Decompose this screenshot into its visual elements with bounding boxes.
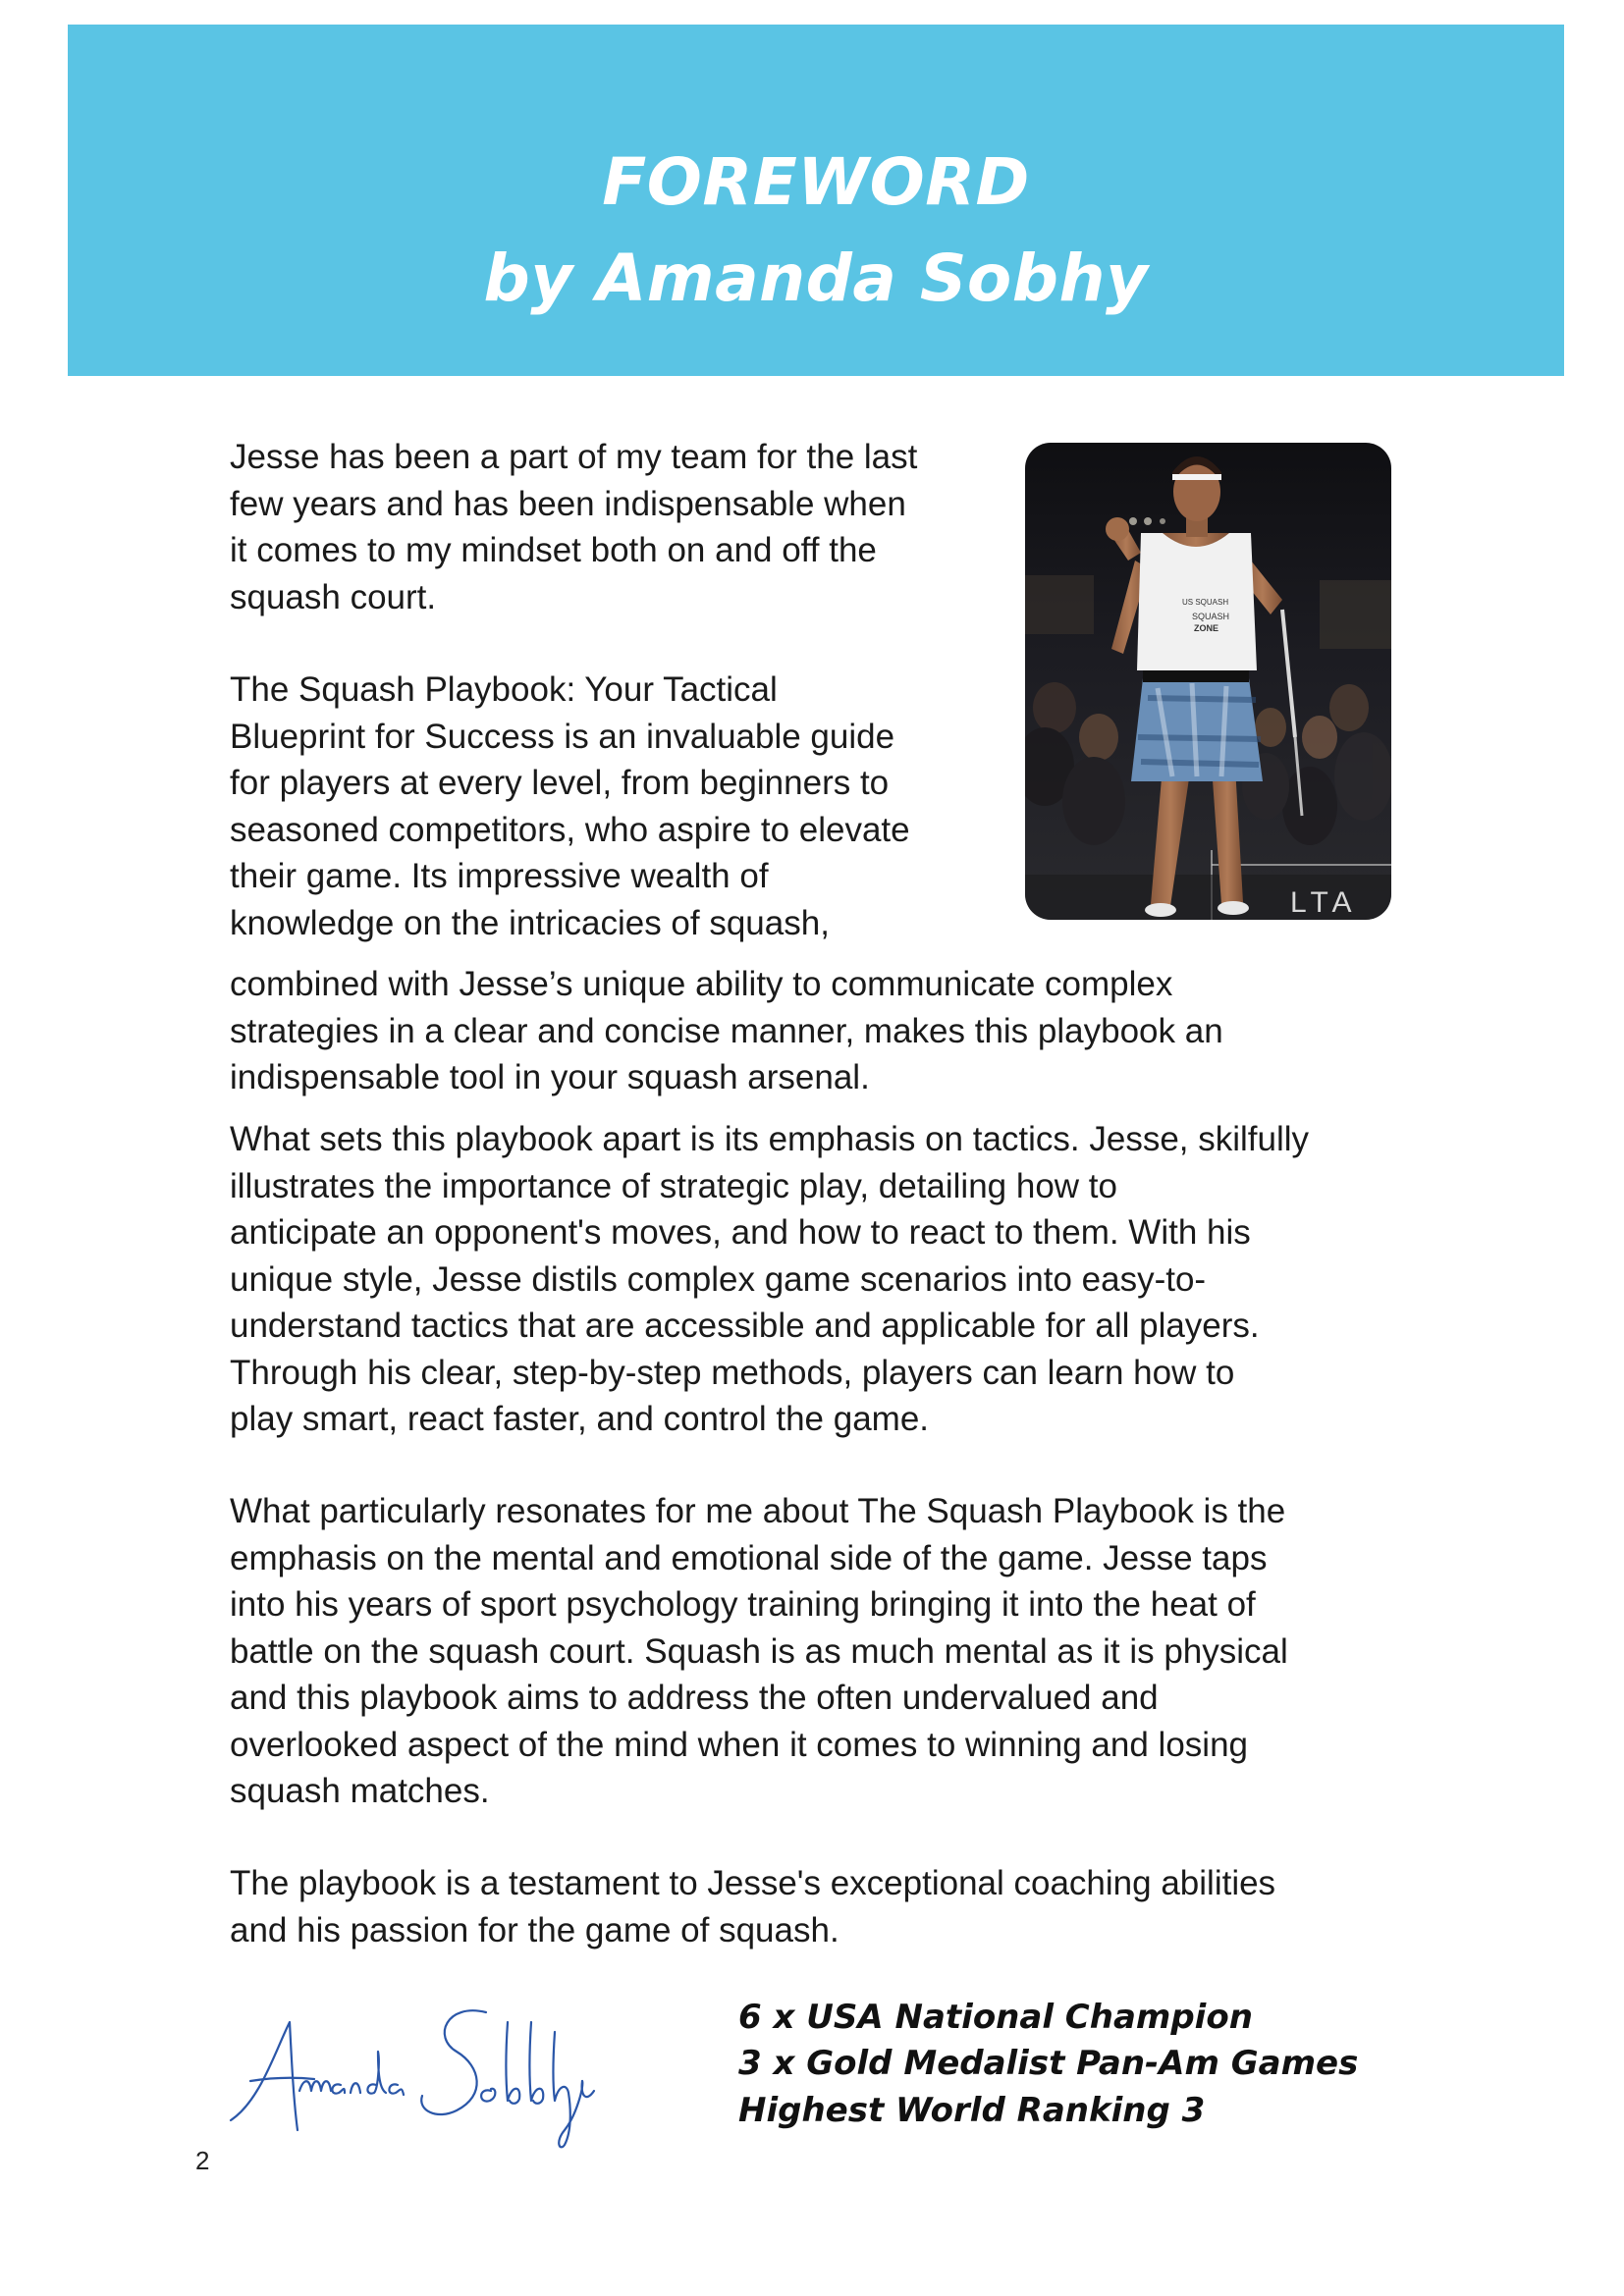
paragraph-intro: Jesse has been a part of my team for the last few years and has been indispensable when it comes to my mindset both on and off the squash court. <box>230 438 918 616</box>
svg-text:ZONE: ZONE <box>1194 623 1219 633</box>
author-signature <box>221 1983 687 2155</box>
svg-text:SQUASH: SQUASH <box>1192 612 1230 621</box>
paragraph-communication: combined with Jesse’s unique ability to communicate complex strategies in a clear and concise manner, makes this playbook an indispensable tool in your squash arsenal. <box>230 965 1223 1096</box>
paragraph-testament: The playbook is a testament to Jesse's exceptional coaching abilities and his passion for the game of squash. <box>230 1864 1276 1949</box>
credential-world-ranking: Highest World Ranking 3 <box>738 2091 1206 2130</box>
page-number: 2 <box>195 2146 210 2175</box>
paragraph-mental-game: What particularly resonates for me about The Squash Playbook is the emphasis on the mental and emotional side of the game. Jesse taps into his years of sport psychology training bringing it into the heat of battle on the squash court. Squash is as much mental as it is physical and this playbook aims to address the often undervalued and overlooked aspect of the mind when it comes to winning and losing squash matches. <box>230 1492 1288 1810</box>
author-photo <box>1025 443 1391 920</box>
paragraph-tactics: What sets this playbook apart is its emphasis on tactics. Jesse, skilfully illustrates the importance of strategic play, detailing how to anticipate an opponent's moves, and how to react to them. With his unique style, Jesse distils complex game scenarios into easy-to- understand tactics that are accessible and applicable for all players. Through his clear, step-by-step methods, players can learn how to play smart, react faster, and control the game. <box>230 1120 1310 1438</box>
page-title: FOREWORD <box>602 144 1030 220</box>
svg-text:US SQUASH: US SQUASH <box>1182 598 1229 607</box>
svg-text:LTA: LTA <box>1290 886 1358 919</box>
credential-pan-am-gold: 3 x Gold Medalist Pan-Am Games <box>738 2044 1359 2083</box>
credential-national-champion: 6 x USA National Champion <box>738 1998 1253 2037</box>
page-subtitle: by Amanda Sobhy <box>483 240 1149 316</box>
header-banner <box>68 25 1564 376</box>
paragraph-playbook-guide: The Squash Playbook: Your Tactical Blueprint for Success is an invaluable guide for players at every level, from beginners to seasoned competitors, who aspire to elevate their game. Its impressive wealth of knowledge on the intricacies of squash, <box>230 670 910 942</box>
